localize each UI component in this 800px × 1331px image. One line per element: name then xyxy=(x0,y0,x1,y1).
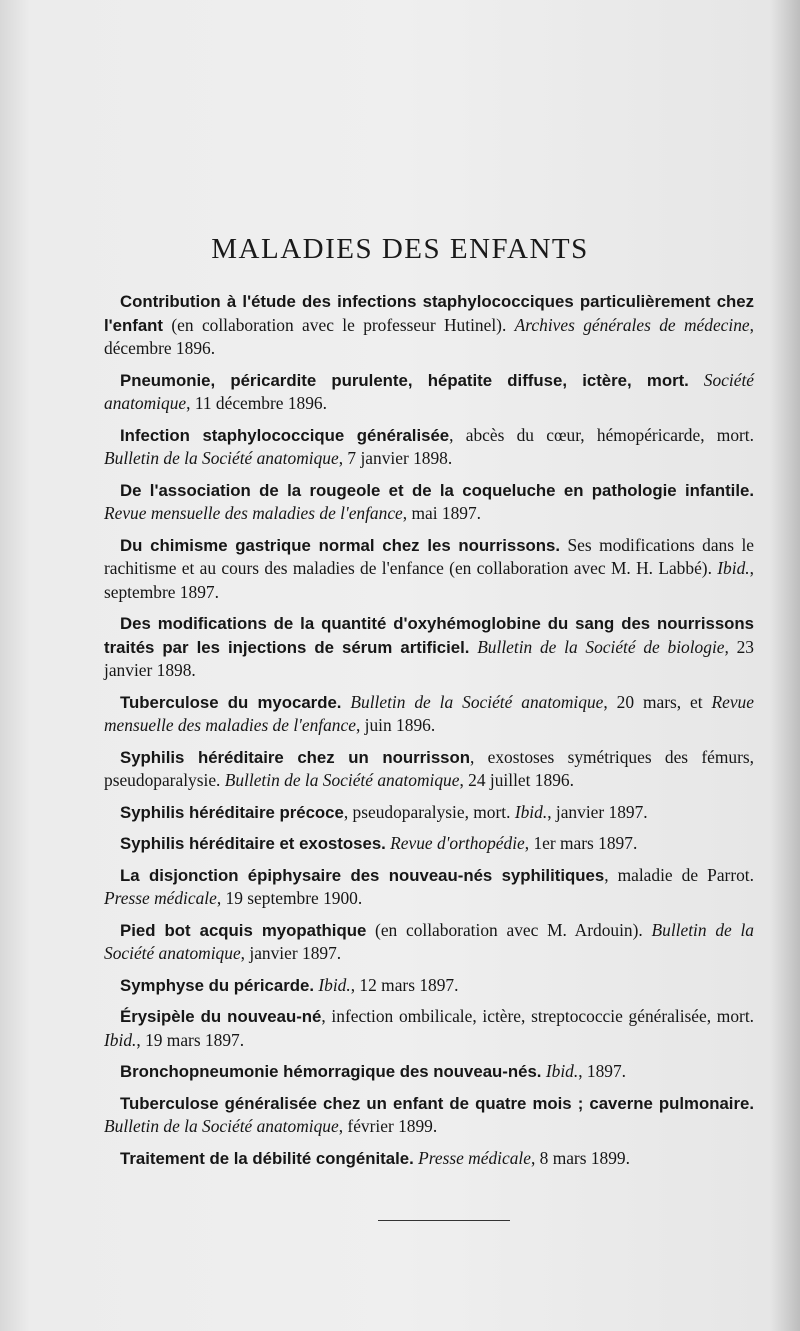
entry-title: Érysipèle du nouveau-né xyxy=(120,1007,322,1026)
bibliography-entry xyxy=(104,691,754,738)
entry-source: Presse médicale xyxy=(418,1147,531,1168)
entry-title: Pied bot acquis myopathique xyxy=(120,920,367,940)
entry-date: , 1er mars 1897. xyxy=(524,833,638,853)
entry-source: Bulletin de la Société anatomique xyxy=(104,1116,339,1136)
entry-date: , 24 juillet 1896. xyxy=(459,770,574,790)
entry-title: Du chimisme gastrique normal chez les nourrissons. xyxy=(120,535,561,555)
entry-title: Pneumonie, péricardite purulente, hépatite diffuse, ictère, mort. xyxy=(120,370,689,390)
entry-title: Syphilis héréditaire et exostoses. xyxy=(120,834,386,853)
bibliography-entry xyxy=(104,479,754,526)
entry-source: Ibid. xyxy=(318,974,351,995)
entry-source: Société anatomique xyxy=(104,369,754,413)
entry-source: Bulletin de la Société de biologie, xyxy=(477,636,729,657)
bibliography-entry xyxy=(104,746,754,793)
entry-source: Bulletin de la Société anatomique xyxy=(104,448,339,468)
entry-title: De l'association de la rougeole et de la coqueluche en pathologie infantile. xyxy=(120,480,754,500)
entry-date: , mai 1897. xyxy=(402,503,482,523)
bibliography-entry xyxy=(104,801,754,825)
entry-source: Bulletin de la Société anatomique xyxy=(350,691,604,712)
entry-title: Bronchopneumonie hémorragique des nouveau-nés. xyxy=(120,1062,542,1081)
entry-title: La disjonction épiphysaire des nouveau-nés syphilitiques xyxy=(120,865,605,885)
entry-source-secondary: Revue mensuelle des maladies de l'enfance xyxy=(104,691,754,735)
entry-date: , 11 décembre 1896. xyxy=(186,393,327,413)
bibliography-entry xyxy=(104,534,754,605)
bibliography-entry xyxy=(104,832,754,856)
entry-title: Traitement de la débilité congénitale. xyxy=(120,1148,414,1168)
bibliography-entry xyxy=(104,369,754,416)
entry-note: (en collaboration avec le professeur Hutinel). xyxy=(163,314,515,335)
entry-note: Ses modifications dans le rachitisme et au cours des maladies de l'enfance (en collaboration avec M. H. Labbé). xyxy=(104,534,755,578)
bibliography-entry xyxy=(104,1060,754,1084)
entry-source: Revue d'orthopédie xyxy=(390,833,525,853)
bibliography-entry xyxy=(104,864,754,911)
entry-note: , infection ombilicale, ictère, streptococcie généralisée, mort. xyxy=(321,1006,754,1026)
entry-note xyxy=(689,370,704,390)
entry-date: , 20 mars, et xyxy=(603,691,712,712)
entry-note: (en collaboration avec M. Ardouin). xyxy=(366,919,652,940)
closing-rule xyxy=(378,1220,510,1221)
bibliography-entry xyxy=(104,919,754,966)
entry-title: Tuberculose généralisée chez un enfant de quatre mois ; caverne pulmonaire. xyxy=(120,1093,754,1113)
entry-title: Syphilis héréditaire chez un nourrisson xyxy=(120,747,470,767)
entry-note: , maladie de Parrot. xyxy=(604,864,754,885)
page-title: MALADIES DES ENFANTS xyxy=(211,233,589,266)
bibliography-entry xyxy=(104,1147,754,1171)
entry-source: Presse médicale xyxy=(104,888,217,908)
entry-date: , 19 septembre 1900. xyxy=(216,888,363,908)
entry-title: Contribution à l'étude des infections staphylococciques particulièrement chez l'enfant xyxy=(104,292,754,335)
entry-date: , 8 mars 1899. xyxy=(530,1147,630,1168)
entry-date: 23 janvier 1898. xyxy=(104,636,754,680)
entry-note: , exostoses symétriques des fémurs, pseudoparalysie. xyxy=(104,746,754,790)
bibliography-entry xyxy=(104,1005,754,1052)
entry-date: , décembre 1896. xyxy=(104,314,755,358)
entry-date-secondary: , juin 1896. xyxy=(355,715,436,735)
bibliography-entry xyxy=(104,974,754,998)
entry-date: , février 1899. xyxy=(338,1116,438,1136)
entry-date: , janvier 1897. xyxy=(240,943,342,963)
entry-source: Bulletin de la Société anatomique xyxy=(104,919,754,963)
entry-date: , septembre 1897. xyxy=(104,558,754,602)
entry-date: , 1897. xyxy=(578,1061,627,1081)
bibliography-entry xyxy=(104,1092,754,1139)
entry-source: Archives générales de médecine xyxy=(514,314,750,335)
entry-source: Bulletin de la Société anatomique xyxy=(224,770,460,790)
entry-source: Ibid. xyxy=(104,1029,137,1050)
entry-note: , pseudoparalysie, mort. xyxy=(343,801,515,822)
bibliography-entry xyxy=(104,612,754,683)
entry-title: Symphyse du péricarde. xyxy=(120,975,314,995)
entry-note: , abcès du cœur, hémopéricarde, mort. xyxy=(449,424,754,445)
entry-source: Revue mensuelle des maladies de l'enfance xyxy=(104,503,403,523)
entry-source: Ibid. xyxy=(514,801,548,822)
entry-date: , janvier 1897. xyxy=(547,801,648,822)
bibliography-list xyxy=(104,290,754,1178)
bibliography-entry xyxy=(104,424,754,471)
entry-date: , 19 mars 1897. xyxy=(136,1029,245,1050)
entry-title: Tuberculose du myocarde. xyxy=(120,692,342,712)
entry-title: Syphilis héréditaire précoce xyxy=(120,802,344,822)
entry-date: , 12 mars 1897. xyxy=(350,974,459,995)
bibliography-entry xyxy=(104,290,754,361)
entry-title: Infection staphylococcique généralisée xyxy=(120,425,450,445)
entry-title: Des modifications de la quantité d'oxyhémoglobine du sang des nourrissons traités par les injections de sérum artificiel. xyxy=(104,614,754,657)
entry-source: Ibid. xyxy=(717,558,750,578)
entry-source: Ibid. xyxy=(545,1061,579,1081)
entry-date: , 7 janvier 1898. xyxy=(338,448,453,468)
